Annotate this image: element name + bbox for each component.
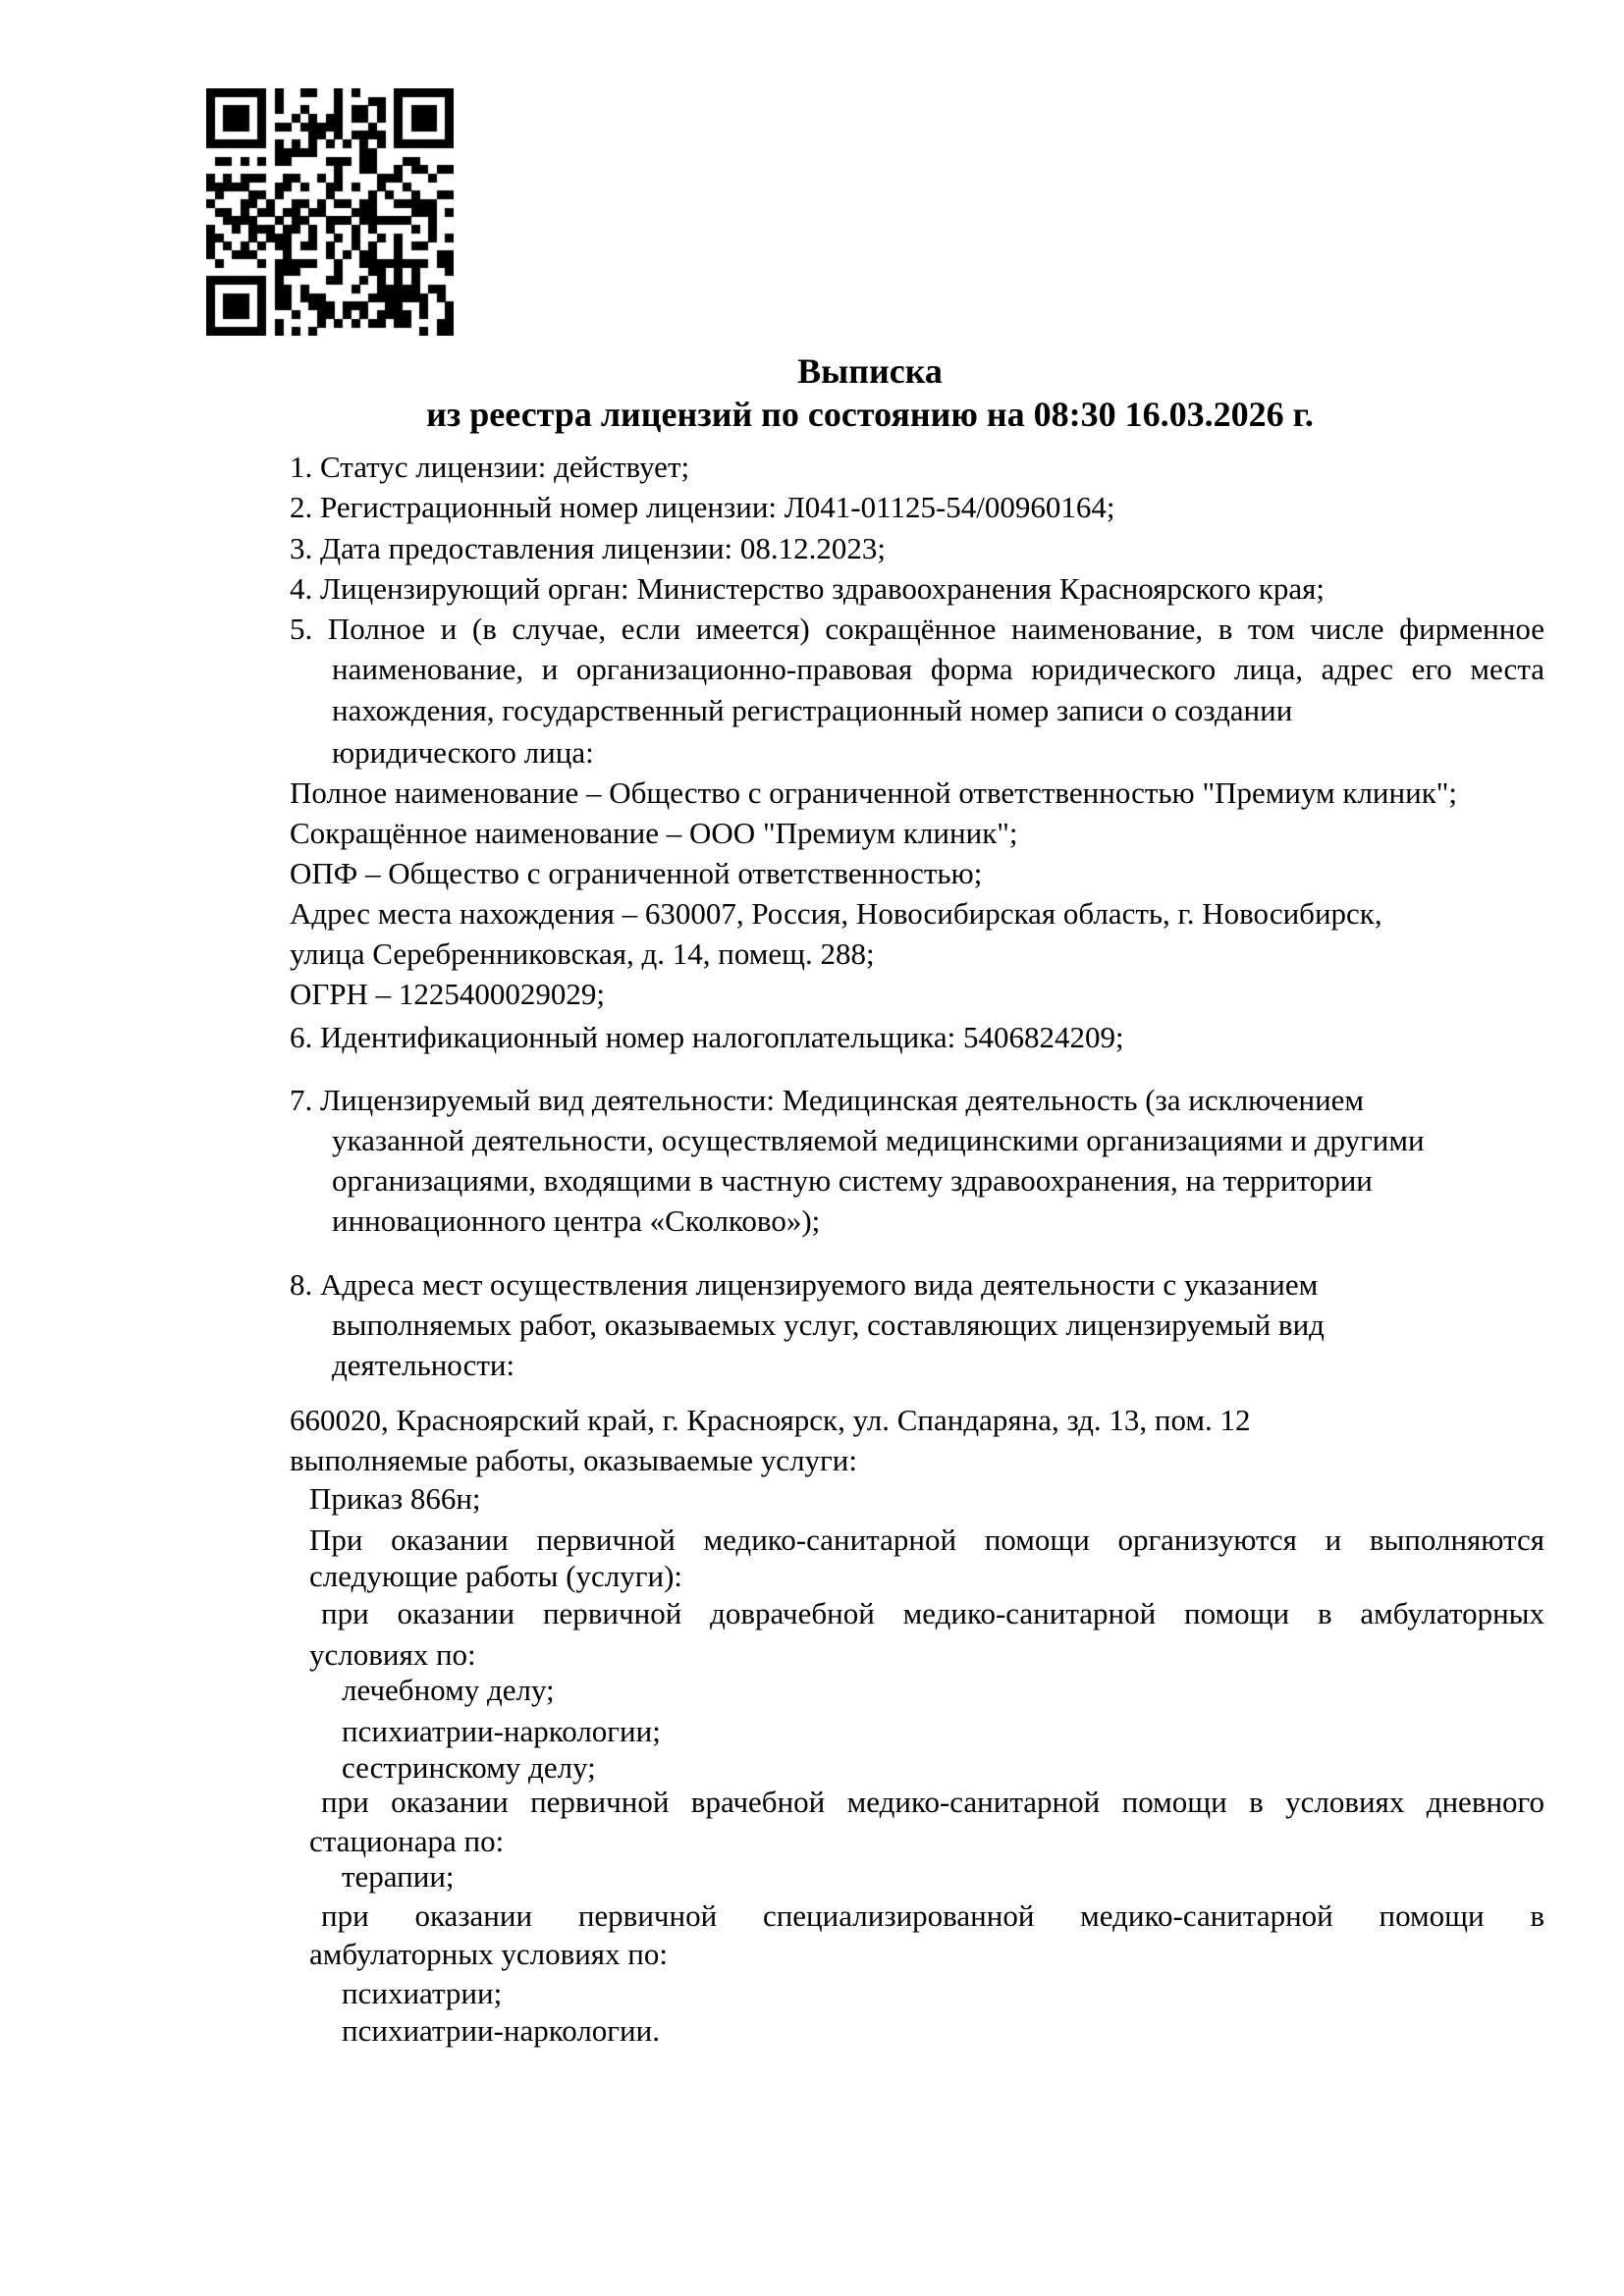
document-line: психиатрии; (342, 1976, 503, 2010)
document-line: ОГРН – 1225400029029; (290, 977, 606, 1011)
document-line: При оказании первичной медико-санитарной помощи организуются и выполняются (309, 1522, 1544, 1557)
document-line: Адрес места нахождения – 630007, Россия, Новосибирская область, г. Новосибирск, (290, 896, 1382, 931)
document-line: 6. Идентификационный номер налогоплательщика: 5406824209; (290, 1020, 1124, 1054)
document-line: терапии; (342, 1859, 455, 1894)
document-line: стационара по: (309, 1824, 505, 1858)
document-line: сестринскому делу; (342, 1750, 596, 1785)
document-line: ОПФ – Общество с ограниченной ответственностью; (290, 856, 983, 890)
document-line: организациями, входящими в частную систему здравоохранения, на территории (332, 1163, 1373, 1198)
document-line: при оказании первичной специализированной медико-санитарной помощи в (321, 1898, 1544, 1933)
document-line: следующие работы (услуги): (309, 1559, 683, 1593)
document-line: наименование, и организационно-правовая форма юридического лица, адрес его места (332, 652, 1544, 686)
document-line: амбулаторных условиях по: (309, 1937, 669, 1971)
document-line: 660020, Красноярский край, г. Красноярск, ул. Спандаряна, зд. 13, пом. 12 (290, 1403, 1251, 1437)
document-subtitle: из реестра лицензий по состоянию на 08:30 16.03.2026 г. (426, 395, 1314, 434)
document-line: выполняемых работ, оказываемых услуг, составляющих лицензируемый вид (332, 1308, 1325, 1342)
document-line: 3. Дата предоставления лицензии: 08.12.2023; (290, 531, 887, 565)
document-line: 2. Регистрационный номер лицензии: Л041-01125-54/00960164; (290, 490, 1115, 524)
document-line: нахождения, государственный регистрационный номер записи о создании (332, 693, 1293, 727)
document-line: психиатрии-наркологии; (342, 1714, 661, 1748)
document-line: улица Серебренниковская, д. 14, помещ. 288; (290, 936, 875, 971)
document-line: юридического лица: (332, 735, 594, 770)
document-title: Выписка (797, 351, 943, 391)
document-line: психиатрии-наркологии. (342, 2013, 660, 2048)
document-line: инновационного центра «Сколково»); (332, 1203, 821, 1238)
document-line: Приказ 866н; (309, 1481, 481, 1516)
document-line: лечебному делу; (342, 1673, 555, 1707)
document-line: при оказании первичной врачебной медико-санитарной помощи в условиях дневного (321, 1785, 1544, 1819)
document-line: 8. Адреса мест осуществления лицензируемого вида деятельности с указанием (290, 1267, 1319, 1302)
document-line: Полное наименование – Общество с ограниченной ответственностью "Премиум клиник"; (290, 775, 1458, 810)
document-line: 4. Лицензирующий орган: Министерство здравоохранения Красноярского края; (290, 571, 1325, 606)
document-line: 1. Статус лицензии: действует; (290, 450, 690, 484)
document-line: 7. Лицензируемый вид деятельности: Медицинская деятельность (за исключением (290, 1083, 1365, 1117)
qr-code (206, 88, 454, 336)
document-line: Сокращённое наименование – ООО "Премиум клиник"; (290, 816, 1018, 850)
document-line: 5. Полное и (в случае, если имеется) сокращённое наименование, в том числе фирменное (290, 612, 1544, 646)
document-line: деятельности: (332, 1348, 515, 1382)
document-line: выполняемые работы, оказываемые услуги: (290, 1443, 857, 1477)
document-line: указанной деятельности, осуществляемой медицинскими организациями и другими (332, 1123, 1425, 1157)
document-line: условиях по: (309, 1637, 476, 1672)
document-line: при оказании первичной доврачебной медико-санитарной помощи в амбулаторных (321, 1596, 1544, 1630)
